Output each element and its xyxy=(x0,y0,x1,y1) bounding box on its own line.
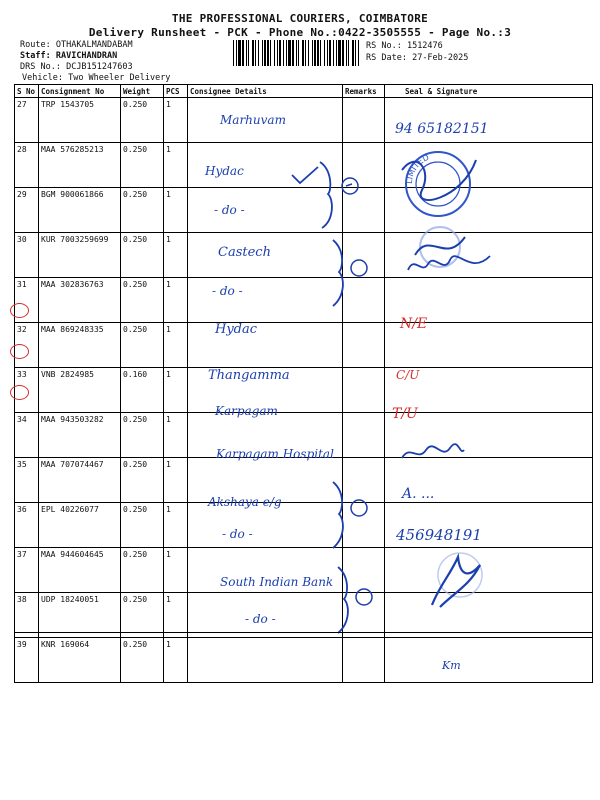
cell-remarks xyxy=(343,368,385,413)
cell-sno: 28 xyxy=(15,143,39,188)
stamp-text xyxy=(405,153,430,184)
table-header-row xyxy=(15,85,593,98)
barcode-bar xyxy=(258,40,259,66)
barcode-bar xyxy=(346,40,347,66)
barcode-bar xyxy=(308,40,309,66)
cell-weight: 0.250 xyxy=(121,233,164,278)
rs-date-line xyxy=(366,53,468,63)
table-row xyxy=(15,593,593,638)
cell-sno: 33 xyxy=(15,368,39,413)
barcode-bar xyxy=(252,40,254,66)
barcode-bar xyxy=(324,40,325,66)
cell-consignment: MAA 943503282 xyxy=(39,413,121,458)
column-header-weight: Weight xyxy=(121,85,164,98)
barcode-bar xyxy=(314,40,316,66)
table-row xyxy=(15,323,593,368)
cell-consignment: KUR 7003259699 xyxy=(39,233,121,278)
footer-divider xyxy=(14,632,592,633)
cell-pcs: 1 xyxy=(164,143,188,188)
cell-weight: 0.250 xyxy=(121,458,164,503)
cell-consignment: MAA 576285213 xyxy=(39,143,121,188)
cell-consignment: MAA 944604645 xyxy=(39,548,121,593)
barcode-bar xyxy=(283,40,284,66)
handwritten-ditto-39: - do - xyxy=(245,612,276,626)
column-header-consignee: Consignee Details xyxy=(188,85,343,98)
red-circle-mark xyxy=(10,344,29,359)
barcode-bar xyxy=(355,40,356,66)
handwritten-ditto-31: - do - xyxy=(212,284,243,298)
route-line xyxy=(20,40,133,50)
cell-pcs: 1 xyxy=(164,458,188,503)
cell-consignment: VNB 2824985 xyxy=(39,368,121,413)
rs-no-value: 1512476 xyxy=(406,41,443,51)
barcode-bar xyxy=(348,40,349,66)
table-row xyxy=(15,233,593,278)
barcode-bar xyxy=(292,40,294,66)
rs-date-value: 27-Feb-2025 xyxy=(412,53,469,63)
handwritten-consignee-30: Castech xyxy=(218,245,271,260)
cell-pcs: 1 xyxy=(164,233,188,278)
handwritten-consignee-33: Thangamma xyxy=(208,368,290,383)
handwritten-consignee-32: Hydac xyxy=(215,322,258,337)
table-row xyxy=(15,368,593,413)
barcode-bar xyxy=(233,40,234,66)
red-circle-mark xyxy=(10,385,29,400)
barcode-bar xyxy=(246,40,247,66)
cell-sno: 30 xyxy=(15,233,39,278)
cell-weight: 0.160 xyxy=(121,368,164,413)
cell-weight: 0.250 xyxy=(121,503,164,548)
signature-image xyxy=(420,545,490,615)
barcode-bar xyxy=(286,40,287,66)
handwritten-phone-37: 456948191 xyxy=(396,526,482,544)
staff-line xyxy=(20,51,117,61)
cell-sno: 38 xyxy=(15,593,39,638)
column-header-seal: Seal & Signature xyxy=(385,85,593,98)
drs-label: DRS No.: xyxy=(20,62,61,72)
handwritten-remark-32: N/E xyxy=(400,316,428,332)
cell-remarks xyxy=(343,323,385,368)
handwritten-ditto-29: - do - xyxy=(214,203,245,217)
cell-consignment: UDP 18240051 xyxy=(39,593,121,638)
barcode-bar xyxy=(342,40,344,66)
cell-weight: 0.250 xyxy=(121,548,164,593)
barcode-bar xyxy=(320,40,321,66)
bracket-mark xyxy=(305,480,375,550)
cell-pcs: 1 xyxy=(164,638,188,683)
handwritten-remark-33: C/U xyxy=(396,368,420,382)
barcode-bar xyxy=(288,40,291,66)
cell-consignment: EPL 40226077 xyxy=(39,503,121,548)
rs-no-line xyxy=(366,41,443,51)
cell-weight: 0.250 xyxy=(121,188,164,233)
cell-weight: 0.250 xyxy=(121,98,164,143)
cell-sno: 27 xyxy=(15,98,39,143)
column-header-consignment: Consignment No xyxy=(39,85,121,98)
vehicle-label: Vehicle: xyxy=(22,73,63,83)
cell-remarks xyxy=(343,98,385,143)
handwritten-consignee-27: Marhuvam xyxy=(220,113,286,127)
handwritten-ditto-37: - do - xyxy=(222,527,253,541)
staff-label: Staff: xyxy=(20,51,51,61)
cell-consignee xyxy=(188,323,343,368)
cell-weight: 0.250 xyxy=(121,638,164,683)
barcode-bar xyxy=(279,40,281,66)
cell-sno: 36 xyxy=(15,503,39,548)
cell-pcs: 1 xyxy=(164,548,188,593)
drs-line xyxy=(20,62,133,72)
cell-consignment: TRP 1543705 xyxy=(39,98,121,143)
cell-sno: 29 xyxy=(15,188,39,233)
barcode-bar xyxy=(329,40,331,66)
table-row xyxy=(15,98,593,143)
cell-consignee xyxy=(188,638,343,683)
cell-pcs: 1 xyxy=(164,503,188,548)
barcode-bar xyxy=(274,40,275,66)
cell-weight: 0.250 xyxy=(121,143,164,188)
barcode-bar xyxy=(262,40,263,66)
vehicle-value: Two Wheeler Delivery xyxy=(68,73,171,83)
barcode-bar xyxy=(317,40,319,66)
red-circle-mark xyxy=(10,303,29,318)
barcode-bar xyxy=(277,40,278,66)
cell-pcs: 1 xyxy=(164,98,188,143)
table-row xyxy=(15,278,593,323)
barcode-bar xyxy=(242,40,244,66)
column-header-remarks: Remarks xyxy=(343,85,385,98)
cell-pcs: 1 xyxy=(164,278,188,323)
cell-pcs: 1 xyxy=(164,593,188,638)
handwritten-consignee-29: Hydac xyxy=(205,164,244,178)
barcode-bar xyxy=(358,40,359,66)
cell-remarks xyxy=(343,638,385,683)
cell-consignment: MAA 707074467 xyxy=(39,458,121,503)
barcode-bar xyxy=(302,40,304,66)
signature-image xyxy=(398,440,468,466)
cell-seal xyxy=(385,638,593,683)
handwritten-consignee-34: Karpagam xyxy=(215,404,278,418)
handwritten-consignee-35: Karpagam Hospital xyxy=(216,447,334,461)
barcode-bar xyxy=(255,40,256,66)
runsheet-title: Delivery Runsheet - PCK - Phone No.:0422-3505555 - Page No.:3 xyxy=(88,26,512,39)
staff-value: RAVICHANDRAN xyxy=(55,51,118,61)
table-row xyxy=(15,638,593,683)
cell-pcs: 1 xyxy=(164,323,188,368)
barcode-bar xyxy=(312,40,313,66)
route-label: Route: xyxy=(20,40,51,50)
barcode-bar xyxy=(267,40,269,66)
cell-sno: 35 xyxy=(15,458,39,503)
company-title: THE PROFESSIONAL COURIERS, COIMBATORE xyxy=(171,12,429,25)
bracket-mark xyxy=(310,565,380,635)
handwritten-footer-initials: Km xyxy=(442,659,461,672)
cell-consignment: BGM 900061866 xyxy=(39,188,121,233)
barcode-bar xyxy=(236,40,237,66)
cell-consignment: MAA 869248335 xyxy=(39,323,121,368)
stamp-arc-text: LIMITED xyxy=(404,152,431,185)
barcode-bar xyxy=(352,40,354,66)
table-row xyxy=(15,503,593,548)
barcode-bar xyxy=(298,40,299,66)
column-header-pcs: PCS xyxy=(164,85,188,98)
cell-remarks xyxy=(343,413,385,458)
cell-sno: 34 xyxy=(15,413,39,458)
drs-value: DCJB151247603 xyxy=(66,62,133,72)
cell-consignment: KNR 169064 xyxy=(39,638,121,683)
barcode-bar xyxy=(238,40,241,66)
barcode-bar xyxy=(264,40,266,66)
cell-weight: 0.250 xyxy=(121,323,164,368)
barcode-bar xyxy=(327,40,328,66)
cell-weight: 0.250 xyxy=(121,593,164,638)
handwritten-phone-27: 94 65182151 xyxy=(395,121,489,137)
barcode-bar xyxy=(305,40,306,66)
vehicle-line xyxy=(22,73,170,83)
barcode-bar xyxy=(336,40,337,66)
cell-weight: 0.250 xyxy=(121,413,164,458)
handwritten-consignee-36: Akshaya e/g xyxy=(208,495,282,509)
bracket-mark xyxy=(305,238,375,308)
cell-consignment: MAA 302836763 xyxy=(39,278,121,323)
table-row xyxy=(15,458,593,503)
cell-sno: 31 xyxy=(15,278,39,323)
cell-sno: 32 xyxy=(15,323,39,368)
barcode-image xyxy=(233,40,361,66)
company-stamp-image xyxy=(392,140,480,220)
barcode-bar xyxy=(248,40,249,66)
cell-pcs: 1 xyxy=(164,413,188,458)
barcode-bar xyxy=(296,40,297,66)
barcode-bar xyxy=(270,40,271,66)
cell-pcs: 1 xyxy=(164,188,188,233)
cell-sno: 39 xyxy=(15,638,39,683)
route-value: OTHAKALMANDABAM xyxy=(55,40,133,50)
barcode-bar xyxy=(333,40,334,66)
cell-weight: 0.250 xyxy=(121,278,164,323)
cell-pcs: 1 xyxy=(164,368,188,413)
column-header-sno: S No xyxy=(15,85,39,98)
handwritten-sign-36: A. ... xyxy=(402,486,435,502)
cell-sno: 37 xyxy=(15,548,39,593)
signature-image xyxy=(404,250,494,280)
handwritten-consignee-38: South Indian Bank xyxy=(220,575,334,589)
check-mark xyxy=(290,165,320,187)
handwritten-remark-34: T/U xyxy=(392,406,418,422)
barcode-bar xyxy=(338,40,341,66)
rs-no-label: RS No.: xyxy=(366,41,402,51)
rs-date-label: RS Date: xyxy=(366,53,407,63)
